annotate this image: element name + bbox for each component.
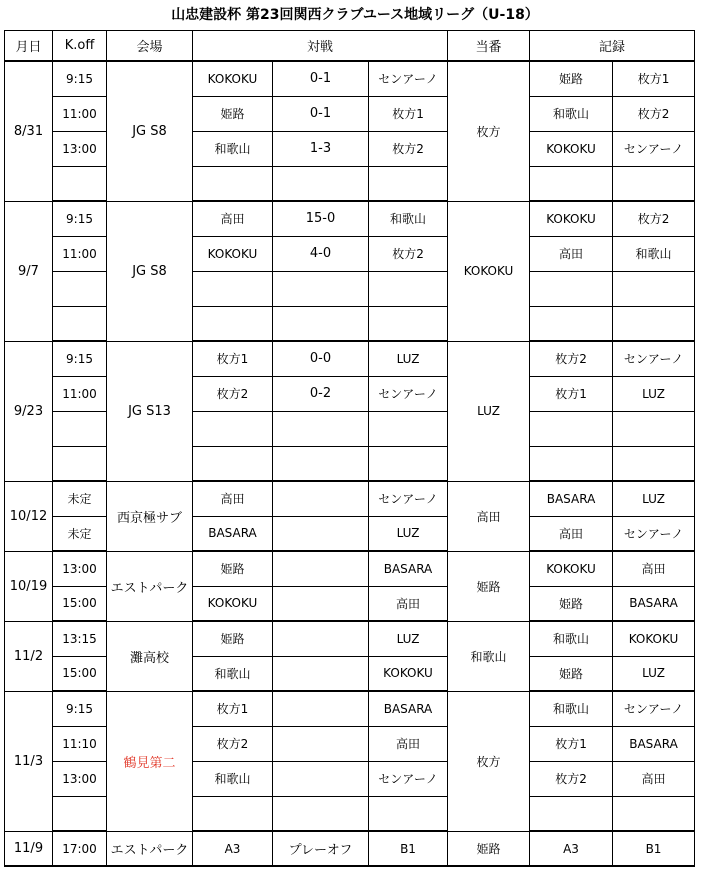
away-team bbox=[369, 306, 448, 341]
home-team bbox=[193, 166, 273, 201]
home-team: 枚方1 bbox=[193, 341, 273, 376]
away-team: KOKOKU bbox=[369, 656, 448, 691]
match-score bbox=[273, 621, 369, 656]
date-cell: 10/12 bbox=[5, 481, 53, 551]
record-team-1: BASARA bbox=[530, 481, 613, 516]
record-team-1: 枚方2 bbox=[530, 761, 613, 796]
away-team: 和歌山 bbox=[369, 201, 448, 236]
venue-cell: エストパーク bbox=[107, 551, 193, 621]
kickoff-time: 未定 bbox=[53, 516, 107, 551]
home-team bbox=[193, 271, 273, 306]
record-team-2: BASARA bbox=[613, 726, 695, 761]
record-team-2: LUZ bbox=[613, 376, 695, 411]
venue-cell: JG S13 bbox=[107, 341, 193, 481]
away-team: LUZ bbox=[369, 341, 448, 376]
duty-cell: 枚方 bbox=[448, 691, 530, 831]
duty-cell: 枚方 bbox=[448, 61, 530, 201]
record-team-1 bbox=[530, 411, 613, 446]
home-team: 和歌山 bbox=[193, 761, 273, 796]
match-score: 0-2 bbox=[273, 376, 369, 411]
date-cell: 11/9 bbox=[5, 831, 53, 866]
venue-cell: JG S8 bbox=[107, 61, 193, 201]
away-team: B1 bbox=[369, 831, 448, 866]
away-team bbox=[369, 796, 448, 831]
record-team-1: 姫路 bbox=[530, 656, 613, 691]
record-team-1: 和歌山 bbox=[530, 621, 613, 656]
record-team-1 bbox=[530, 271, 613, 306]
away-team bbox=[369, 411, 448, 446]
match-score: プレーオフ bbox=[273, 831, 369, 866]
kickoff-time bbox=[53, 411, 107, 446]
kickoff-time bbox=[53, 271, 107, 306]
home-team: 高田 bbox=[193, 201, 273, 236]
header-record: 記録 bbox=[530, 31, 695, 62]
match-score bbox=[273, 691, 369, 726]
record-team-2: LUZ bbox=[613, 656, 695, 691]
kickoff-time: 11:00 bbox=[53, 376, 107, 411]
table-row bbox=[5, 61, 695, 96]
home-team: 和歌山 bbox=[193, 656, 273, 691]
record-team-2: 枚方1 bbox=[613, 61, 695, 96]
header-date: 月日 bbox=[5, 31, 53, 62]
kickoff-time: 13:00 bbox=[53, 131, 107, 166]
home-team: 枚方1 bbox=[193, 691, 273, 726]
record-team-1: KOKOKU bbox=[530, 131, 613, 166]
home-team: KOKOKU bbox=[193, 236, 273, 271]
away-team: BASARA bbox=[369, 691, 448, 726]
table-row bbox=[5, 621, 695, 656]
date-cell: 9/7 bbox=[5, 201, 53, 341]
date-cell: 8/31 bbox=[5, 61, 53, 201]
header-duty: 当番 bbox=[448, 31, 530, 62]
match-score: 0-1 bbox=[273, 61, 369, 96]
record-team-2 bbox=[613, 796, 695, 831]
record-team-1 bbox=[530, 796, 613, 831]
match-score bbox=[273, 306, 369, 341]
match-score bbox=[273, 271, 369, 306]
kickoff-time: 13:15 bbox=[53, 621, 107, 656]
record-team-1: 枚方1 bbox=[530, 376, 613, 411]
record-team-2: BASARA bbox=[613, 586, 695, 621]
match-score bbox=[273, 761, 369, 796]
duty-cell: 姫路 bbox=[448, 551, 530, 621]
record-team-1: A3 bbox=[530, 831, 613, 866]
kickoff-time: 9:15 bbox=[53, 691, 107, 726]
header-row bbox=[5, 31, 695, 62]
record-team-1: 姫路 bbox=[530, 586, 613, 621]
match-score bbox=[273, 516, 369, 551]
header-venue: 会場 bbox=[107, 31, 193, 62]
home-team: A3 bbox=[193, 831, 273, 866]
record-team-1: KOKOKU bbox=[530, 201, 613, 236]
record-team-2: 枚方2 bbox=[613, 96, 695, 131]
duty-cell: 和歌山 bbox=[448, 621, 530, 691]
away-team: センアーノ bbox=[369, 61, 448, 96]
duty-cell: LUZ bbox=[448, 341, 530, 481]
match-score bbox=[273, 586, 369, 621]
kickoff-time bbox=[53, 166, 107, 201]
away-team bbox=[369, 166, 448, 201]
duty-cell: 姫路 bbox=[448, 831, 530, 866]
match-score bbox=[273, 481, 369, 516]
record-team-2 bbox=[613, 306, 695, 341]
record-team-1: 姫路 bbox=[530, 61, 613, 96]
record-team-2 bbox=[613, 411, 695, 446]
record-team-2: LUZ bbox=[613, 481, 695, 516]
home-team: 姫路 bbox=[193, 96, 273, 131]
record-team-2: センアーノ bbox=[613, 131, 695, 166]
away-team: 枚方1 bbox=[369, 96, 448, 131]
kickoff-time bbox=[53, 796, 107, 831]
kickoff-time bbox=[53, 446, 107, 481]
kickoff-time: 未定 bbox=[53, 481, 107, 516]
away-team: BASARA bbox=[369, 551, 448, 586]
match-score bbox=[273, 411, 369, 446]
match-score: 0-0 bbox=[273, 341, 369, 376]
record-team-1: 枚方1 bbox=[530, 726, 613, 761]
schedule-body bbox=[5, 61, 695, 866]
date-cell: 11/2 bbox=[5, 621, 53, 691]
table-row bbox=[5, 201, 695, 236]
match-score: 1-3 bbox=[273, 131, 369, 166]
match-score bbox=[273, 656, 369, 691]
header-match: 対戦 bbox=[193, 31, 448, 62]
match-score bbox=[273, 166, 369, 201]
page-title: 山忠建設杯 第23回関西クラブユース地域リーグ（U-18） bbox=[171, 7, 539, 23]
match-score: 4-0 bbox=[273, 236, 369, 271]
duty-cell: KOKOKU bbox=[448, 201, 530, 341]
home-team: 姫路 bbox=[193, 621, 273, 656]
away-team: 枚方2 bbox=[369, 131, 448, 166]
away-team: LUZ bbox=[369, 621, 448, 656]
home-team bbox=[193, 796, 273, 831]
home-team: 和歌山 bbox=[193, 131, 273, 166]
home-team: 枚方2 bbox=[193, 376, 273, 411]
record-team-2: B1 bbox=[613, 831, 695, 866]
kickoff-time: 11:00 bbox=[53, 236, 107, 271]
home-team: 姫路 bbox=[193, 551, 273, 586]
match-score bbox=[273, 551, 369, 586]
away-team: 高田 bbox=[369, 586, 448, 621]
kickoff-time: 11:00 bbox=[53, 96, 107, 131]
kickoff-time: 13:00 bbox=[53, 761, 107, 796]
home-team: KOKOKU bbox=[193, 586, 273, 621]
record-team-2: 高田 bbox=[613, 761, 695, 796]
record-team-2: 枚方2 bbox=[613, 201, 695, 236]
date-cell: 11/3 bbox=[5, 691, 53, 831]
record-team-1: KOKOKU bbox=[530, 551, 613, 586]
record-team-1: 高田 bbox=[530, 236, 613, 271]
home-team bbox=[193, 306, 273, 341]
home-team: KOKOKU bbox=[193, 61, 273, 96]
away-team: センアーノ bbox=[369, 761, 448, 796]
away-team: 高田 bbox=[369, 726, 448, 761]
away-team bbox=[369, 271, 448, 306]
home-team: 枚方2 bbox=[193, 726, 273, 761]
record-team-2: KOKOKU bbox=[613, 621, 695, 656]
record-team-2: センアーノ bbox=[613, 341, 695, 376]
record-team-1 bbox=[530, 166, 613, 201]
kickoff-time: 17:00 bbox=[53, 831, 107, 866]
table-row bbox=[5, 341, 695, 376]
schedule-table bbox=[4, 30, 695, 867]
match-score: 15-0 bbox=[273, 201, 369, 236]
kickoff-time: 15:00 bbox=[53, 586, 107, 621]
venue-cell: エストパーク bbox=[107, 831, 193, 866]
home-team: BASARA bbox=[193, 516, 273, 551]
record-team-2 bbox=[613, 271, 695, 306]
away-team: センアーノ bbox=[369, 481, 448, 516]
match-score: 0-1 bbox=[273, 96, 369, 131]
kickoff-time: 13:00 bbox=[53, 551, 107, 586]
match-score bbox=[273, 446, 369, 481]
record-team-1 bbox=[530, 446, 613, 481]
match-score bbox=[273, 726, 369, 761]
venue-cell: JG S8 bbox=[107, 201, 193, 341]
venue-cell: 灘高校 bbox=[107, 621, 193, 691]
kickoff-time: 9:15 bbox=[53, 61, 107, 96]
away-team: センアーノ bbox=[369, 376, 448, 411]
kickoff-time: 9:15 bbox=[53, 201, 107, 236]
record-team-1 bbox=[530, 306, 613, 341]
table-row bbox=[5, 481, 695, 516]
record-team-1: 枚方2 bbox=[530, 341, 613, 376]
kickoff-time: 11:10 bbox=[53, 726, 107, 761]
venue-cell: 西京極サブ bbox=[107, 481, 193, 551]
header-kickoff: K.off bbox=[53, 31, 107, 62]
record-team-2: 高田 bbox=[613, 551, 695, 586]
record-team-2 bbox=[613, 166, 695, 201]
away-team bbox=[369, 446, 448, 481]
date-cell: 9/23 bbox=[5, 341, 53, 481]
match-score bbox=[273, 796, 369, 831]
record-team-2: センアーノ bbox=[613, 516, 695, 551]
venue-cell: 鶴見第二 bbox=[107, 691, 193, 831]
duty-cell: 高田 bbox=[448, 481, 530, 551]
record-team-2: 和歌山 bbox=[613, 236, 695, 271]
record-team-1: 和歌山 bbox=[530, 691, 613, 726]
kickoff-time: 15:00 bbox=[53, 656, 107, 691]
table-row bbox=[5, 551, 695, 586]
kickoff-time: 9:15 bbox=[53, 341, 107, 376]
record-team-2 bbox=[613, 446, 695, 481]
kickoff-time bbox=[53, 306, 107, 341]
record-team-1: 和歌山 bbox=[530, 96, 613, 131]
record-team-1: 高田 bbox=[530, 516, 613, 551]
home-team bbox=[193, 446, 273, 481]
home-team bbox=[193, 411, 273, 446]
table-row bbox=[5, 691, 695, 726]
date-cell: 10/19 bbox=[5, 551, 53, 621]
away-team: LUZ bbox=[369, 516, 448, 551]
away-team: 枚方2 bbox=[369, 236, 448, 271]
home-team: 高田 bbox=[193, 481, 273, 516]
record-team-2: センアーノ bbox=[613, 691, 695, 726]
table-row bbox=[5, 831, 695, 866]
